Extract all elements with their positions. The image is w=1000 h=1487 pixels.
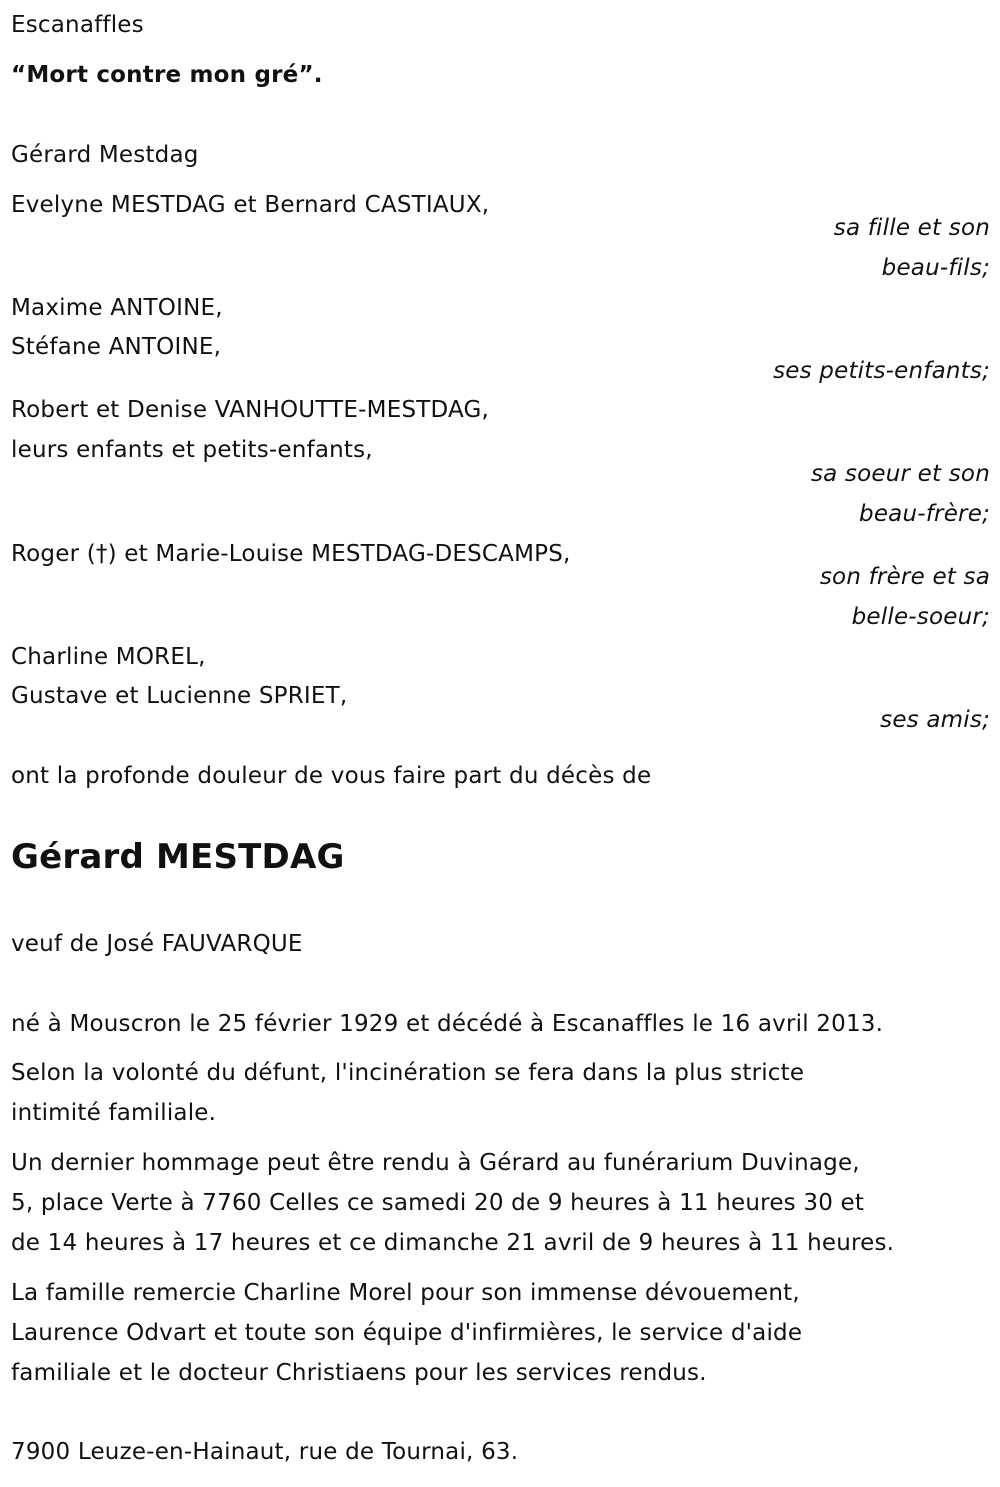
relation: sa soeur et son [810,461,990,487]
paragraph-line: de 14 heures à 17 heures et ce dimanche 21 avril de 9 heures à 11 heures. [11,1230,895,1256]
relation: belle-soeur; [851,604,990,630]
relation: sa fille et son [833,215,990,241]
paragraph-line: né à Mouscron le 25 février 1929 et décédé à Escanaffles le 16 avril 2013. [11,1011,884,1037]
family-member: leurs enfants et petits-enfants, [11,437,373,463]
paragraph-line: intimité familiale. [11,1100,217,1126]
widower: veuf de José FAUVARQUE [11,931,303,957]
announcement: ont la profonde douleur de vous faire part du décès de [11,763,652,789]
family-member: Roger (†) et Marie-Louise MESTDAG-DESCAMPS, [11,541,571,567]
family-member: Robert et Denise VANHOUTTE-MESTDAG, [11,397,490,423]
paragraph-line: familiale et le docteur Christiaens pour les services rendus. [11,1360,707,1386]
family-member: Gérard Mestdag [11,142,199,168]
paragraph-line: 5, place Verte à 7760 Celles ce samedi 20 de 9 heures à 11 heures 30 et [11,1190,865,1216]
paragraph-line: La famille remercie Charline Morel pour son immense dévouement, [11,1280,800,1306]
place: Escanaffles [11,12,144,38]
paragraph-line: Selon la volonté du défunt, l'incinération se fera dans la plus stricte [11,1060,805,1086]
quote: “Mort contre mon gré”. [11,62,323,88]
family-member: Stéfane ANTOINE, [11,334,222,360]
family-member: Evelyne MESTDAG et Bernard CASTIAUX, [11,192,490,218]
relation: beau-frère; [859,501,990,527]
family-member: Gustave et Lucienne SPRIET, [11,683,348,709]
paragraph-line: Un dernier hommage peut être rendu à Gérard au funérarium Duvinage, [11,1150,860,1176]
deceased-name: Gérard MESTDAG [11,837,345,877]
relation: son frère et sa [819,564,990,590]
family-member: Charline MOREL, [11,644,206,670]
address: 7900 Leuze-en-Hainaut, rue de Tournai, 63. [11,1439,519,1465]
relation: ses petits-enfants; [773,358,990,384]
relation: ses amis; [880,707,990,733]
paragraph-line: Laurence Odvart et toute son équipe d'infirmières, le service d'aide [11,1320,803,1346]
family-member: Maxime ANTOINE, [11,295,223,321]
relation: beau-fils; [881,255,990,281]
